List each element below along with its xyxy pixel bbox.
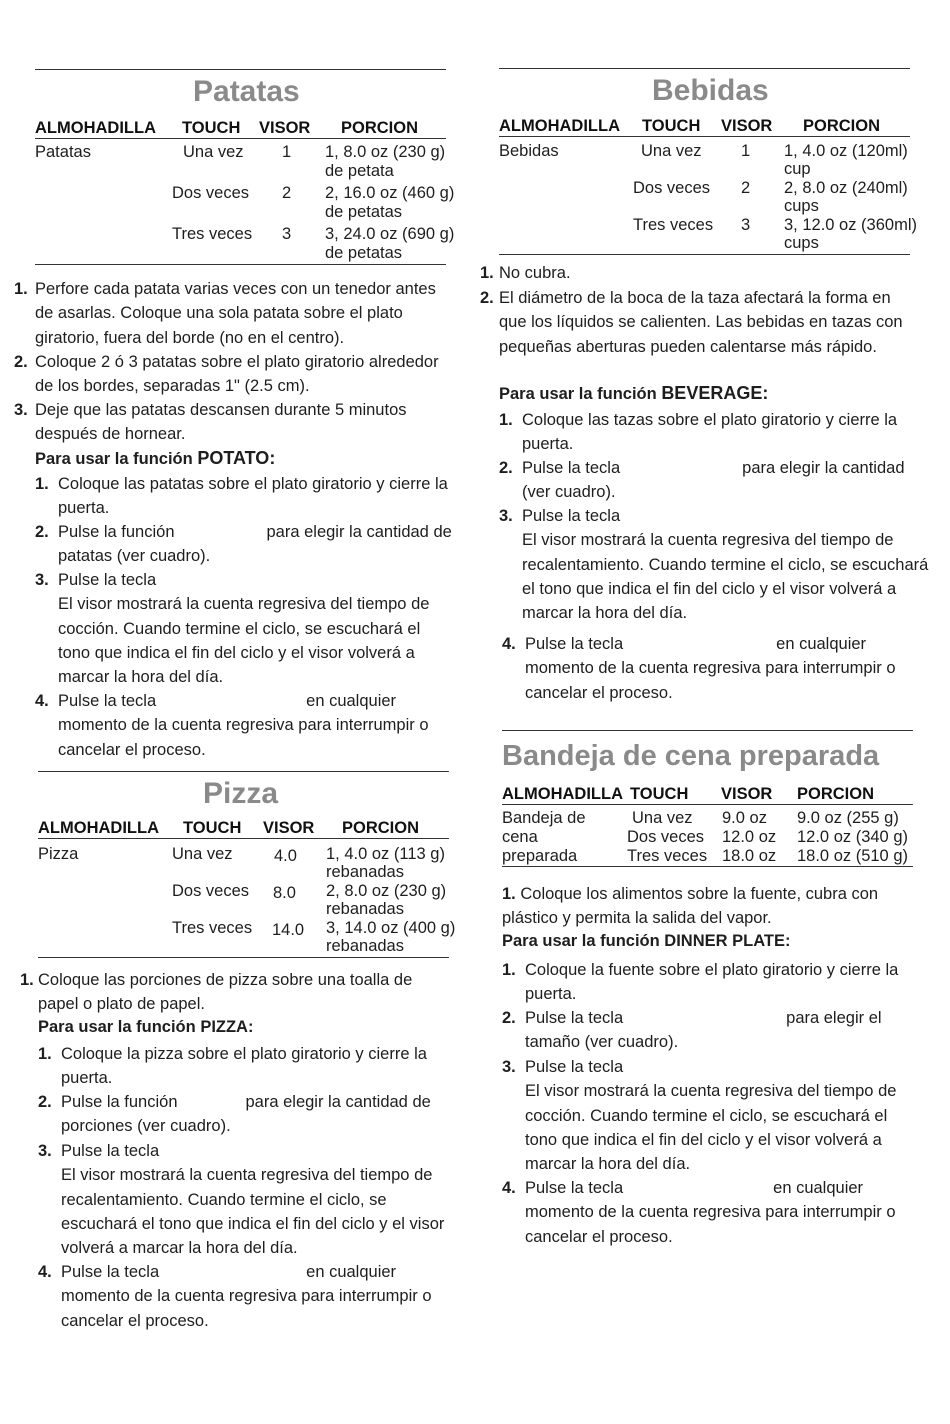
dinner-top-rule bbox=[502, 730, 913, 731]
pizza-table-header bbox=[38, 819, 449, 839]
beverages-bottom-rule bbox=[499, 254, 910, 255]
header-touch: TOUCH bbox=[642, 117, 701, 135]
table-cell: de petatas bbox=[325, 244, 403, 262]
header-visor: VISOR bbox=[721, 117, 773, 135]
table-cell: de petatas bbox=[325, 203, 403, 221]
beverages-usage-heading: Para usar la función BEVERAGE: bbox=[499, 383, 769, 403]
table-cell: 2, 16.0 oz (460 g) bbox=[325, 184, 455, 202]
table-cell: cups bbox=[784, 197, 819, 215]
beverages-note-2: 2. El diámetro de la boca de la taza afectará la forma en que los líquidos se calienten. Las bebidas en tazas con pequeñas aberturas pueden calentarse más rápido. bbox=[480, 289, 903, 356]
header-almohadilla: ALMOHADILLA bbox=[35, 119, 156, 137]
dinner-step-4: 4. Pulse la tecla en cualquier momento de la cuenta regresiva para interrumpir o cancelar el proceso. bbox=[502, 1179, 896, 1246]
table-cell: 3 bbox=[741, 216, 751, 234]
table-cell: 3, 12.0 oz (360ml) bbox=[784, 216, 917, 234]
dinner-bottom-rule bbox=[502, 866, 913, 867]
pizza-step-3: 3. Pulse la tecla El visor mostrará la cuenta regresiva del tiempo de recalentamiento. Cuando termine el ciclo, se escuchará el tono que indica el fin del ciclo y el visor volverá a marcar la hora del día. bbox=[38, 1142, 445, 1258]
table-cell: Tres veces bbox=[633, 216, 714, 234]
potatoes-step-3: 3. Pulse la tecla El visor mostrará la cuenta regresiva del tiempo de cocción. Cuando termine el ciclo, se escuchará el tono que indica el fin del ciclo y el visor volverá a marcar la hora del día. bbox=[35, 571, 430, 687]
pizza-top-rule bbox=[38, 771, 449, 772]
dinner-title: Bandeja de cena preparada bbox=[502, 740, 880, 772]
dinner-header-rule bbox=[502, 804, 913, 805]
pizza-step-1: 1. Coloque la pizza sobre el plato giratorio y cierre la puerta. bbox=[38, 1045, 427, 1088]
beverages-step-4: 4. Pulse la tecla en cualquier momento de la cuenta regresiva para interrumpir o cancelar el proceso. bbox=[502, 635, 896, 702]
table-cell: rebanadas bbox=[326, 937, 404, 955]
pizza-usage-heading: Para usar la función PIZZA: bbox=[38, 1018, 254, 1036]
table-cell: 3 bbox=[282, 225, 292, 243]
potatoes-bottom-rule bbox=[35, 264, 446, 265]
table-cell: 4.0 bbox=[274, 847, 297, 865]
table-cell: 2, 8.0 oz (230 g) bbox=[326, 882, 447, 900]
table-cell: Bebidas bbox=[499, 142, 559, 160]
potatoes-usage-heading: Para usar la función POTATO: bbox=[35, 448, 276, 468]
table-cell: Una vez bbox=[641, 142, 702, 160]
table-cell: cena bbox=[502, 828, 538, 846]
table-cell: cup bbox=[784, 160, 811, 178]
table-cell: 3, 14.0 oz (400 g) bbox=[326, 919, 456, 937]
table-cell: 18.0 oz (510 g) bbox=[797, 847, 908, 865]
beverages-step-3: 3. Pulse la tecla El visor mostrará la cuenta regresiva del tiempo de recalentamiento. Cuando termine el ciclo, se escuchará el tono que indica el fin del ciclo y el visor volverá a marcar la hora del día. bbox=[499, 507, 929, 623]
pizza-note-1: 1. Coloque las porciones de pizza sobre una toalla de papel o plato de papel. bbox=[20, 971, 413, 1014]
table-cell: rebanadas bbox=[326, 863, 404, 881]
table-cell: 1, 8.0 oz (230 g) bbox=[325, 143, 446, 161]
beverages-table-header bbox=[499, 117, 910, 137]
header-porcion: PORCION bbox=[342, 819, 420, 837]
table-cell: preparada bbox=[502, 847, 578, 865]
table-cell: Bandeja de bbox=[502, 809, 586, 827]
table-cell: Pizza bbox=[38, 845, 79, 863]
potatoes-top-rule bbox=[35, 69, 446, 70]
potatoes-table-header bbox=[35, 119, 446, 139]
table-cell: 12.0 oz (340 g) bbox=[797, 828, 908, 846]
table-cell: 2 bbox=[741, 179, 751, 197]
header-touch: TOUCH bbox=[182, 119, 241, 137]
dinner-table-header bbox=[502, 785, 913, 805]
dinner-step-3: 3. Pulse la tecla El visor mostrará la cuenta regresiva del tiempo de cocción. Cuando termine el ciclo, se escuchará el tono que indica el fin del ciclo y el visor volverá a marcar la hora del día. bbox=[502, 1058, 897, 1174]
header-visor: VISOR bbox=[721, 785, 773, 803]
table-cell: 9.0 oz (255 g) bbox=[797, 809, 899, 827]
header-almohadilla: ALMOHADILLA bbox=[38, 819, 159, 837]
table-cell: Dos veces bbox=[633, 179, 711, 197]
table-cell: Dos veces bbox=[172, 184, 250, 202]
table-cell: Una vez bbox=[172, 845, 233, 863]
header-touch: TOUCH bbox=[183, 819, 242, 837]
dinner-usage-heading: Para usar la función DINNER PLATE: bbox=[502, 932, 791, 950]
header-almohadilla: ALMOHADILLA bbox=[502, 785, 623, 803]
beverages-step-2: 2. Pulse la tecla para elegir la cantidad (ver cuadro). bbox=[499, 459, 905, 502]
table-cell: Dos veces bbox=[627, 828, 705, 846]
table-cell: 8.0 bbox=[273, 884, 296, 902]
dinner-step-2: 2. Pulse la tecla para elegir el tamaño (ver cuadro). bbox=[502, 1009, 882, 1052]
potatoes-title: Patatas bbox=[193, 75, 300, 108]
beverages-step-1: 1. Coloque las tazas sobre el plato giratorio y cierre la puerta. bbox=[499, 411, 898, 454]
potatoes-step-2: 2. Pulse la función para elegir la cantidad de patatas (ver cuadro). bbox=[35, 523, 452, 566]
dinner-note: 1. Coloque los alimentos sobre la fuente, cubra con plástico y permita la salida del vapor. bbox=[502, 885, 879, 928]
table-cell: 1 bbox=[741, 142, 751, 160]
beverages-top-rule bbox=[499, 68, 910, 69]
table-cell: 12.0 oz bbox=[722, 828, 777, 846]
potatoes-step-1: 1. Coloque las patatas sobre el plato giratorio y cierre la puerta. bbox=[35, 475, 448, 518]
pizza-bottom-rule bbox=[38, 957, 449, 958]
pizza-step-4: 4. Pulse la tecla en cualquier momento de la cuenta regresiva para interrumpir o cancelar el proceso. bbox=[38, 1263, 432, 1330]
table-cell: Tres veces bbox=[172, 919, 253, 937]
header-touch: TOUCH bbox=[630, 785, 689, 803]
table-cell: 9.0 oz bbox=[722, 809, 767, 827]
potatoes-header-rule bbox=[35, 138, 446, 139]
table-cell: 1 bbox=[282, 143, 292, 161]
pizza-step-2: 2. Pulse la función para elegir la cantidad de porciones (ver cuadro). bbox=[38, 1093, 431, 1136]
table-cell: Patatas bbox=[35, 143, 91, 161]
beverages-note-1: 1. No cubra. bbox=[480, 264, 571, 282]
header-porcion: PORCION bbox=[797, 785, 875, 803]
header-visor: VISOR bbox=[263, 819, 315, 837]
pizza-header-rule bbox=[38, 838, 449, 839]
table-cell: 2 bbox=[282, 184, 292, 202]
table-cell: 18.0 oz bbox=[722, 847, 777, 865]
table-cell: 1, 4.0 oz (113 g) bbox=[326, 845, 445, 863]
potatoes-note-2: 2. Coloque 2 ó 3 patatas sobre el plato giratorio alrededor de los bordes, separadas 1" (2.5 cm). bbox=[14, 353, 439, 396]
table-cell: Una vez bbox=[183, 143, 244, 161]
potatoes-note-1: 1. Perfore cada patata varias veces con un tenedor antes de asarlas. Coloque una sola patata sobre el plato giratorio, fuera del borde (no en el centro). bbox=[14, 280, 436, 347]
dinner-step-1: 1. Coloque la fuente sobre el plato giratorio y cierre la puerta. bbox=[502, 961, 899, 1004]
beverages-title: Bebidas bbox=[652, 74, 769, 107]
header-visor: VISOR bbox=[259, 119, 311, 137]
table-cell: 2, 8.0 oz (240ml) bbox=[784, 179, 908, 197]
header-almohadilla: ALMOHADILLA bbox=[499, 117, 620, 135]
table-cell: Tres veces bbox=[172, 225, 253, 243]
potatoes-note-3: 3. Deje que las patatas descansen durante 5 minutos después de hornear. bbox=[14, 401, 407, 444]
table-cell: 1, 4.0 oz (120ml) bbox=[784, 142, 908, 160]
table-cell: Tres veces bbox=[627, 847, 708, 865]
table-cell: Una vez bbox=[632, 809, 693, 827]
table-cell: 3, 24.0 oz (690 g) bbox=[325, 225, 455, 243]
table-cell: de petata bbox=[325, 162, 394, 180]
table-cell: Dos veces bbox=[172, 882, 250, 900]
table-cell: 14.0 bbox=[272, 921, 305, 939]
beverages-header-rule bbox=[499, 136, 910, 137]
table-cell: cups bbox=[784, 234, 819, 252]
table-cell: rebanadas bbox=[326, 900, 404, 918]
potatoes-step-4: 4. Pulse la tecla en cualquier momento de la cuenta regresiva para interrumpir o cancelar el proceso. bbox=[35, 692, 429, 759]
pizza-title: Pizza bbox=[203, 777, 279, 810]
header-porcion: PORCION bbox=[341, 119, 419, 137]
header-porcion: PORCION bbox=[803, 117, 881, 135]
